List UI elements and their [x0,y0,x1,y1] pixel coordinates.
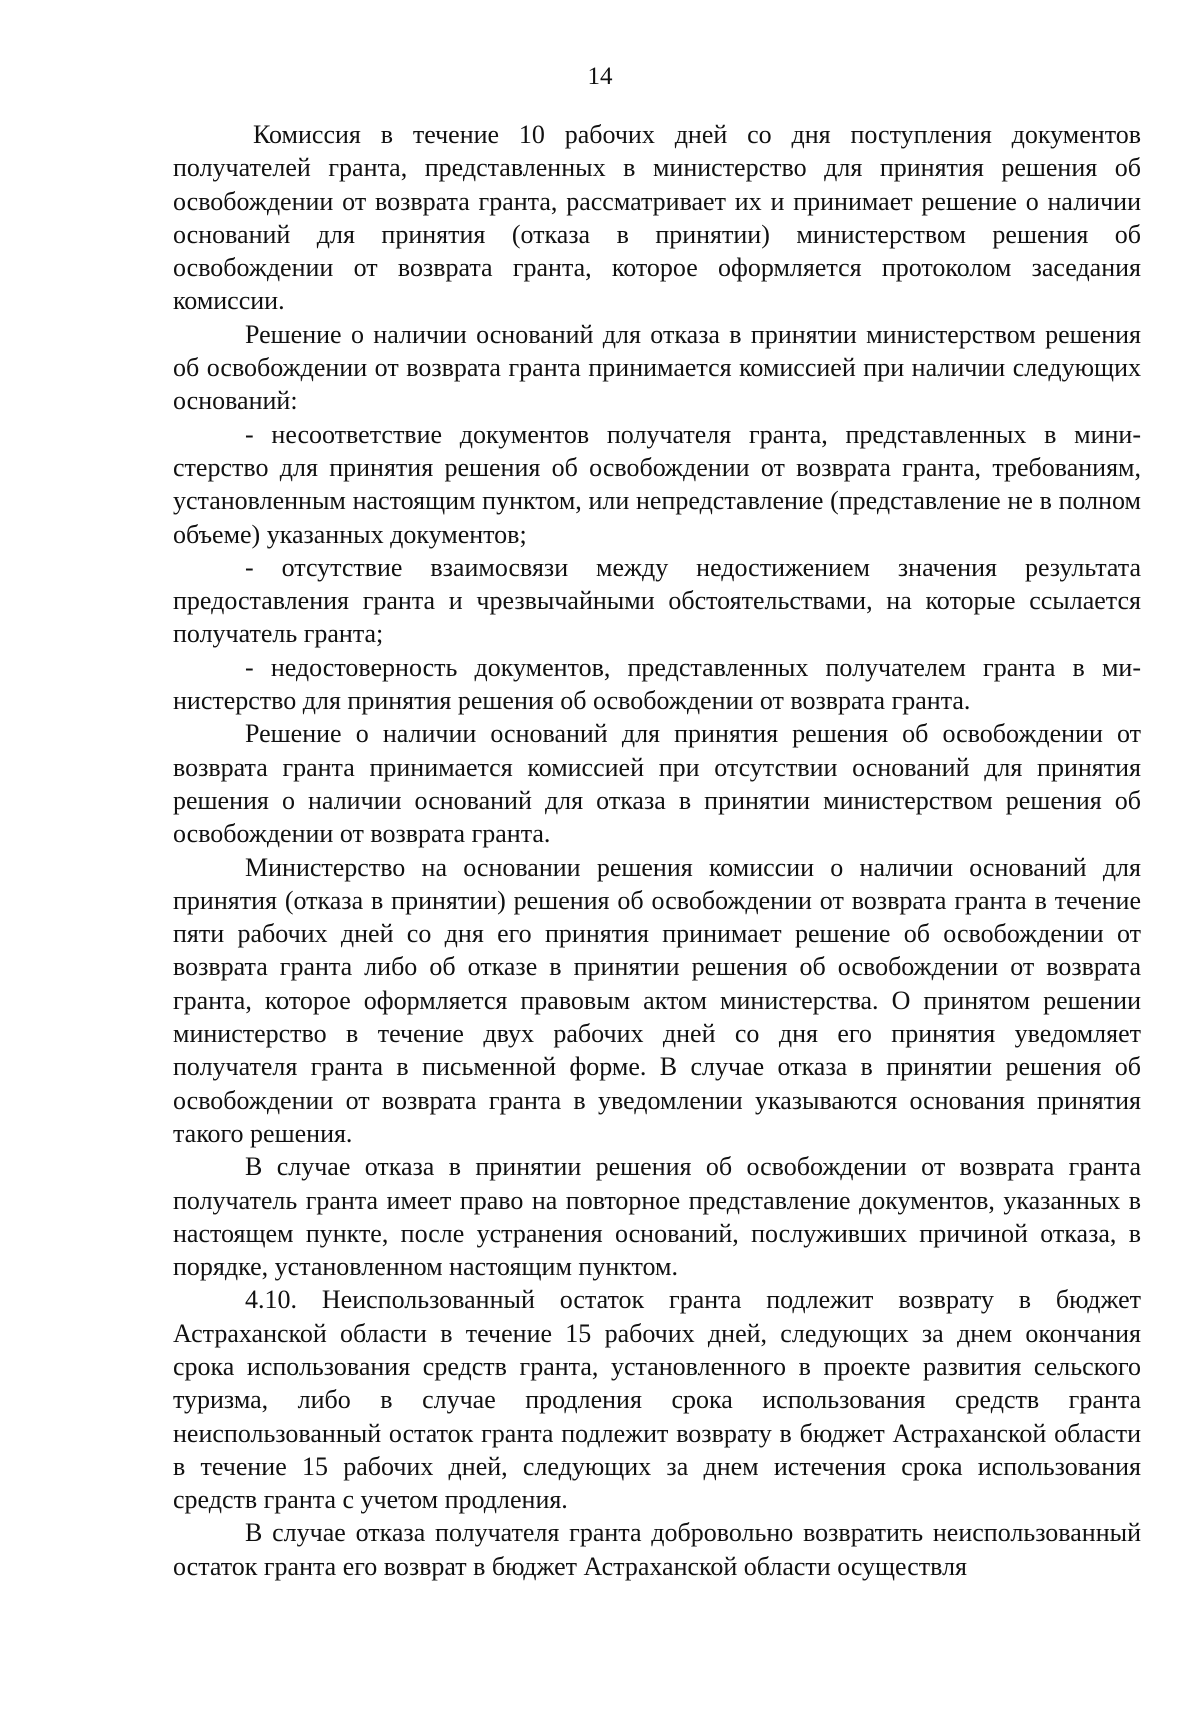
paragraph-ministry-decision: Министерство на основании решения комиссии о наличии оснований для принятия (отказа в принятии) решения об освобождении от возврата гранта в течение пяти рабочих дней со дня его принятия принимает решение об освобождении от возврата гранта либо об отказе в принятии решения об освобождении от возврата гранта, которое оформляется правовым актом министерства. О принятом решении министерство в течение двух рабочих дней со дня его принятия уведомляет получателя гранта в письменной форме. В случае отказа в принятии решения об освобождении от возврата гранта в уведомлении указываются основания принятия такого решения. [173,852,1141,1148]
paragraph-commission-review: Комиссия в течение 10 рабочих дней со дня поступления документов получателей гранта, представленных в министерство для принятия решения об освобождении от возврата гранта, рассматривает их и принимает решение о наличии оснований для принятия (отказа в принятии) министерством решения об освобождении от возврата гранта, которое оформляется протоколом заседания комиссии. [173,120,1141,316]
list-item-no-relation: - отсутствие взаимосвязи между недостижением значения результата предоставления гранта и чрезвычайными обстоятельствами, на которые ссылается получатель гранта; [173,552,1141,649]
paragraph-refusal-to-return: В случае отказа получателя гранта добровольно возвратить неиспользованный остаток гранта его возврат в бюджет Астраханской области осуществля [173,1518,1141,1581]
paragraph-refusal-grounds-intro: Решение о наличии оснований для отказа в принятии министерством решения об освобождении от возврата гранта принимается комиссией при наличии следующих оснований: [173,319,1141,416]
list-item-unreliable-documents: - недостоверность документов, представленных получателем гранта в министерство для принятия решения об освобождении от возврата гранта. [173,652,1141,716]
document-body [173,118,1141,1583]
paragraph-acceptance-grounds: Решение о наличии оснований для принятия решения об освобождении от возврата гранта принимается комиссией при отсутствии оснований для принятия решения о наличии оснований для отказа в принятии министерством решения об освобождении от возврата гранта. [173,719,1141,849]
page-number: 14 [587,63,613,90]
paragraph-resubmission: В случае отказа в принятии решения об освобождении от возврата гранта получатель гранта имеет право на повторное представление документов, указанных в настоящем пункте, после устранения оснований, послуживших причиной отказа, в порядке, установленном настоящим пунктом. [173,1152,1141,1282]
list-item-noncompliance: - несоответствие документов получателя гранта, представленных в министерство для принятия решения об освобождении от возврата гранта, требованиям, установленным настоящим пунктом, или непредставление (представление не в полном объеме) указанных документов; [173,419,1141,549]
paragraph-section-4-10: 4.10. Неиспользованный остаток гранта подлежит возврату в бюджет Астраханской области в течение 15 рабочих дней, следующих за днем окончания срока использования средств гранта, установленного в проекте развития сельского туризма, либо в случае продления срока использования средств гранта неиспользованный остаток гранта подлежит возврату в бюджет Астраханской области в течение 15 рабочих дней, следующих за днем истечения срока использования средств гранта с учетом продления. [173,1285,1141,1515]
